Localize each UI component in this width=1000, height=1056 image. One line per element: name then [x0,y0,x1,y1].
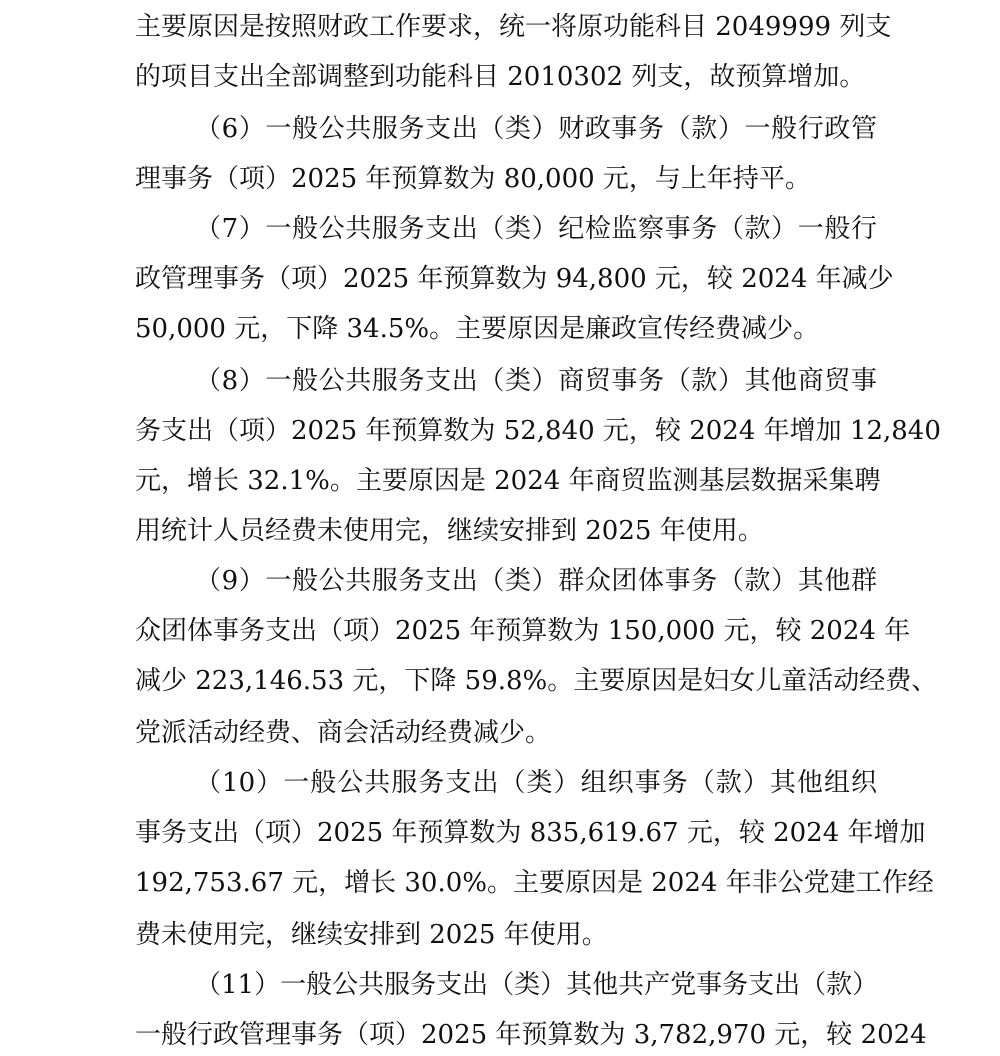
paragraph-line: 政管理事务（项）2025 年预算数为 94,800 元，较 2024 年减少 [135,264,894,294]
paragraph-line: 的项目支出全部调整到功能科目 2010302 列支，故预算增加。 [135,62,866,92]
paragraph-line: 元，增长 32.1%。主要原因是 2024 年商贸监测基层数据采集聘 [135,466,881,496]
paragraph-line: 务支出（项）2025 年预算数为 52,840 元，较 2024 年增加 12,840 [135,416,941,446]
paragraph-line: 用统计人员经费未使用完，继续安排到 2025 年使用。 [135,516,764,546]
paragraph-line: 事务支出（项）2025 年预算数为 835,619.67 元，较 2024 年增加 [135,818,926,848]
paragraph-line: 一般行政管理事务（项）2025 年预算数为 3,782,970 元，较 2024 [135,1020,927,1050]
paragraph-line: （8）一般公共服务支出（类）商贸事务（款）其他商贸事 [195,366,877,396]
paragraph-line: （10）一般公共服务支出（类）组织事务（款）其他组织 [195,768,877,798]
paragraph-line: 192,753.67 元，增长 30.0%。主要原因是 2024 年非公党建工作经 [135,868,934,898]
paragraph-line: （9）一般公共服务支出（类）群众团体事务（款）其他群 [195,566,877,596]
paragraph-line: （11）一般公共服务支出（类）其他共产党事务支出（款） [195,970,879,1000]
paragraph-line: 50,000 元，下降 34.5%。主要原因是廉政宣传经费减少。 [135,314,820,344]
paragraph-line: 减少 223,146.53 元，下降 59.8%。主要原因是妇女儿童活动经费、 [135,666,938,696]
paragraph-line: 费未使用完，继续安排到 2025 年使用。 [135,920,608,950]
paragraph-line: 理事务（项）2025 年预算数为 80,000 元，与上年持平。 [135,164,811,194]
paragraph-line: 众团体事务支出（项）2025 年预算数为 150,000 元，较 2024 年 [135,616,911,646]
paragraph-line: （7）一般公共服务支出（类）纪检监察事务（款）一般行 [195,214,877,244]
paragraph-line: 党派活动经费、商会活动经费减少。 [135,718,552,748]
paragraph-line: 主要原因是按照财政工作要求，统一将原功能科目 2049999 列支 [135,12,892,42]
paragraph-line: （6）一般公共服务支出（类）财政事务（款）一般行政管 [195,114,877,144]
